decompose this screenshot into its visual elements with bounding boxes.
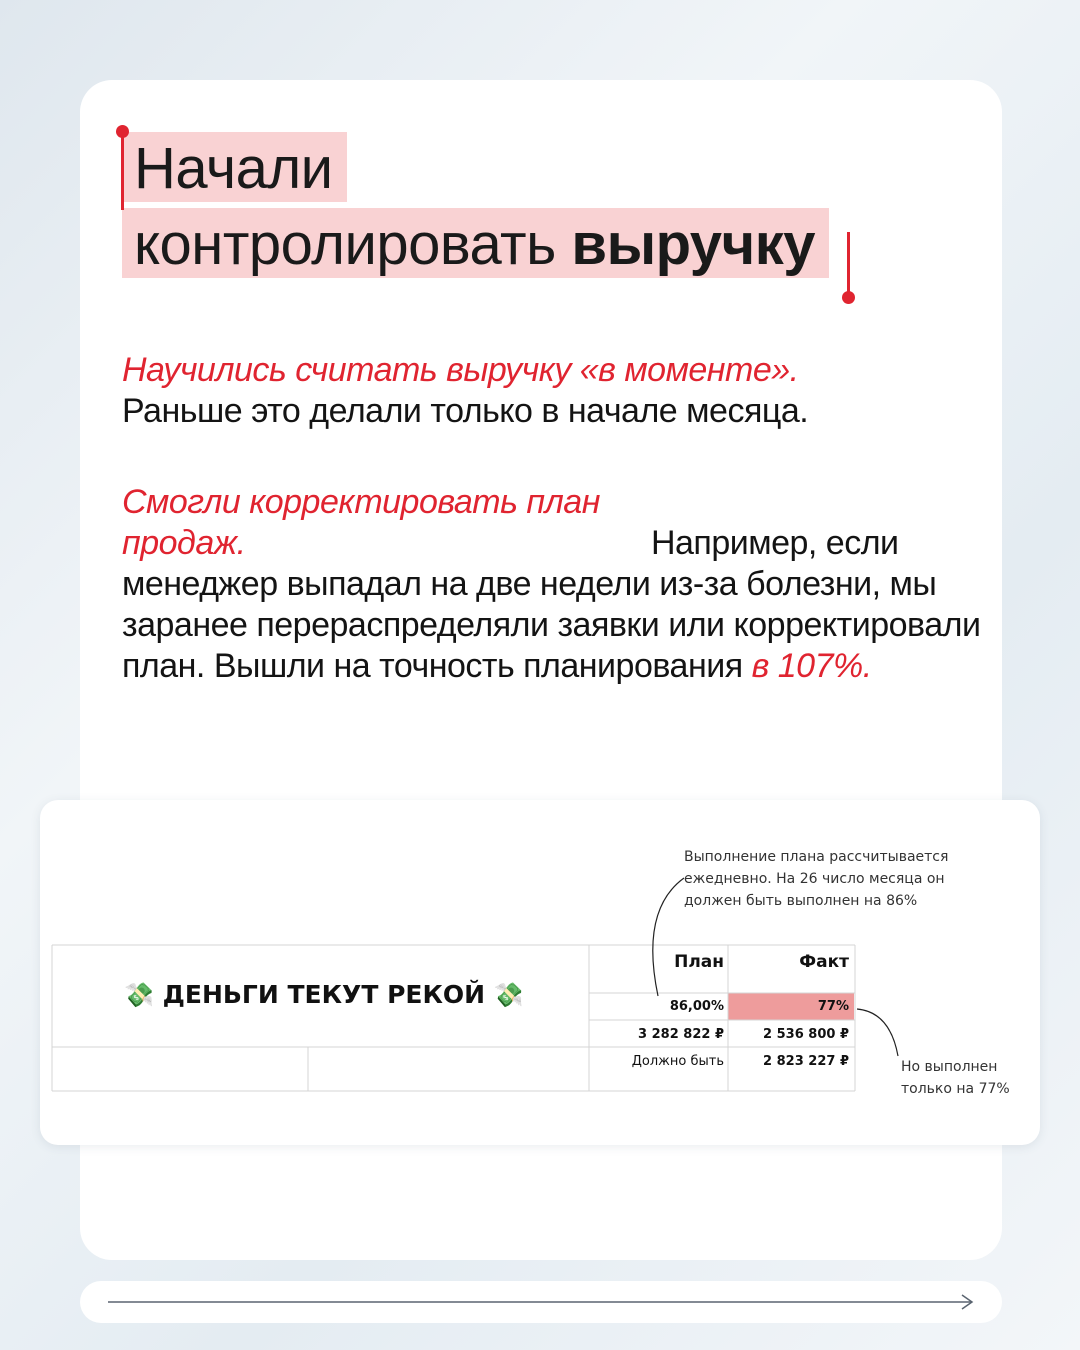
paragraph-2-text: Например, если менеджер выпадал на две недели из-за болезни, мы заранее перераспределяли заявки или корректировали план. Вышли на точность планирования [122, 524, 981, 685]
fact-amount: 2 536 800 ₽ [763, 1027, 849, 1042]
marker-bar-bottom [847, 232, 850, 294]
annotation-top: Выполнение плана рассчитывается ежедневно. На 26 число месяца он должен быть выполнен на 86% [684, 849, 949, 909]
title-line-2-regular: контролировать [134, 212, 572, 277]
header-fact: Факт [799, 952, 849, 972]
paragraph-2-accent-end: в 107%. [751, 647, 872, 685]
banner-text: ДЕНЬГИ ТЕКУТ РЕКОЙ [162, 980, 486, 1009]
paragraph-2 [122, 482, 982, 687]
money-icon: 💸 [493, 981, 524, 1009]
spreadsheet-screenshot [40, 800, 1040, 1145]
paragraph-1 [122, 350, 982, 432]
paragraph-1-accent: Научились считать выручку «в моменте». [122, 351, 799, 389]
table-grid [40, 800, 1040, 1145]
title-block [122, 132, 829, 278]
title-line-2 [122, 208, 829, 278]
plan-amount: 3 282 822 ₽ [638, 1027, 724, 1042]
marker-bar-top [121, 132, 124, 210]
title-line-1 [122, 132, 347, 202]
title-line-1-text: Начали [134, 136, 333, 201]
money-icon: 💸 [124, 981, 154, 1009]
banner-title [124, 980, 524, 1009]
paragraph-2-accent: Смогли корректировать план продаж. [122, 483, 600, 562]
paragraph-1-text: Раньше это делали только в начале месяца. [122, 392, 809, 430]
footer-bar[interactable] [80, 1281, 1002, 1323]
fact-percent: 77% [817, 999, 849, 1014]
should-be-amount: 2 823 227 ₽ [763, 1054, 849, 1069]
marker-dot-bottom [842, 291, 855, 304]
arrow-right-icon [80, 1281, 1002, 1323]
header-plan: План [674, 952, 724, 972]
should-be-label: Должно быть [631, 1054, 724, 1069]
title-line-2-bold: выручку [571, 212, 815, 277]
annotation-bottom: Но выполнен только на 77% [901, 1059, 1010, 1097]
plan-percent: 86,00% [669, 999, 724, 1014]
